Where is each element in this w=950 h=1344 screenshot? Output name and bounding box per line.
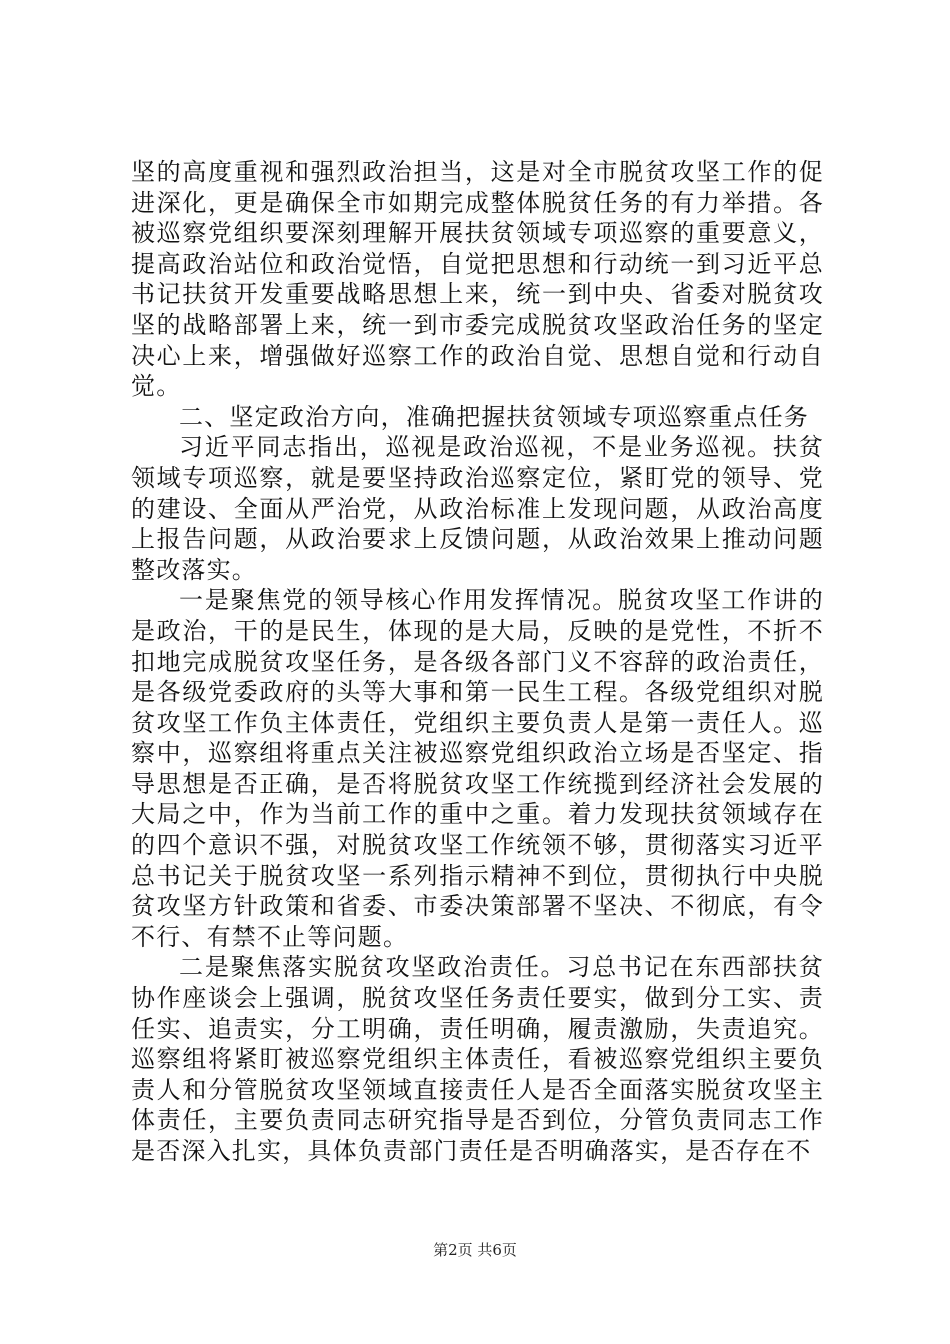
section-heading-2: 二、坚定政治方向，准确把握扶贫领域专项巡察重点任务 xyxy=(179,402,809,431)
document-body xyxy=(131,157,824,1167)
paragraph-5: 二是聚焦落实脱贫攻坚政治责任。习总书记在东西部扶贫协作座谈会上强调，脱贫攻坚任务责任要实，做到分工实、责任实、追责实，分工明确，责任明确，履责激励，失责追究。巡察组将紧盯被巡察党组织主体责任，看被巡察党组织主要负责人和分管脱贫攻坚领域直接责任人是否全面落实脱贫攻坚主体责任，主要负责同志研究指导是否到位，分管负责同志工作是否深入扎实，具体负责部门责任是否明确落实，是否存在不 xyxy=(131,953,824,1165)
paragraph-1: 坚的高度重视和强烈政治担当，这是对全市脱贫攻坚工作的促进深化，更是确保全市如期完成整体脱贫任务的有力举措。各被巡察党组织要深刻理解开展扶贫领域专项巡察的重要意义，提高政治站位和政治觉悟，自觉把思想和行动统一到习近平总书记扶贫开发重要战略思想上来，统一到中央、省委对脱贫攻坚的战略部署上来，统一到市委完成脱贫攻坚政治任务的坚定决心上来，增强做好巡察工作的政治自觉、思想自觉和行动自觉。 xyxy=(131,158,824,401)
paragraph-3: 习近平同志指出，巡视是政治巡视，不是业务巡视。扶贫领域专项巡察，就是要坚持政治巡察定位，紧盯党的领导、党的建设、全面从严治党，从政治标准上发现问题，从政治高度上报告问题，从政治要求上反馈问题，从政治效果上推动问题整改落实。 xyxy=(131,433,824,584)
page-number-footer: 第2页 共6页 xyxy=(433,1241,517,1259)
paragraph-4: 一是聚焦党的领导核心作用发挥情况。脱贫攻坚工作讲的是政治，干的是民生，体现的是大局，反映的是党性，不折不扣地完成脱贫攻坚任务，是各级各部门义不容辞的政治责任，是各级党委政府的头等大事和第一民生工程。各级党组织对脱贫攻坚工作负主体责任，党组织主要负责人是第一责任人。巡察中，巡察组将重点关注被巡察党组织政治立场是否坚定、指导思想是否正确，是否将脱贫攻坚工作统揽到经济社会发展的大局之中，作为当前工作的重中之重。着力发现扶贫领域存在的四个意识不强，对脱贫攻坚工作统领不够，贯彻落实习近平总书记关于脱贫攻坚一系列指示精神不到位，贯彻执行中央脱贫攻坚方针政策和省委、市委决策部署不坚决、不彻底，有令不行、有禁不止等问题。 xyxy=(131,586,824,951)
